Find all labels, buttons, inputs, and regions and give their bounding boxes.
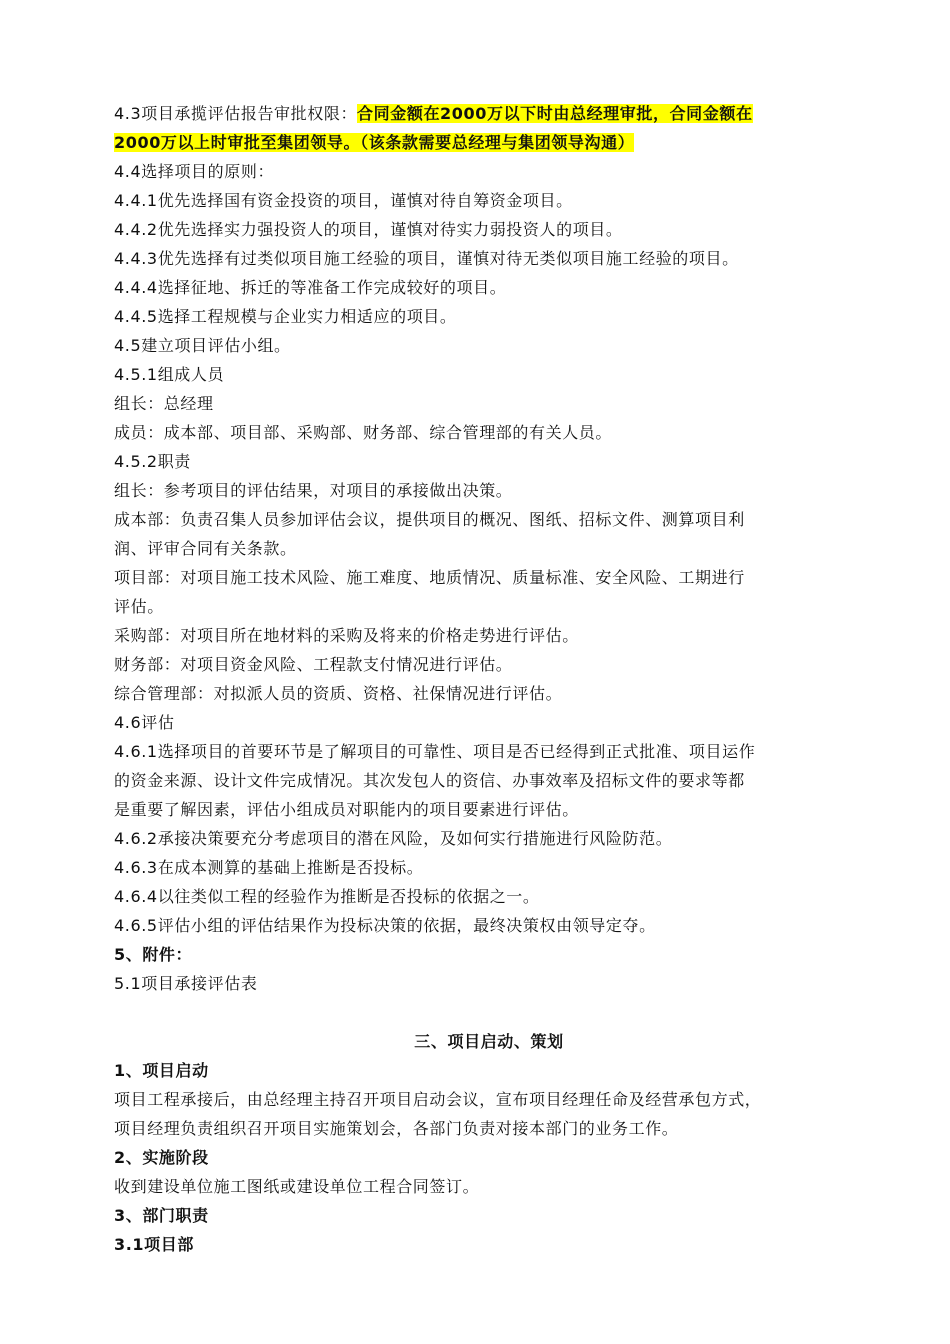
duty-finance: 财务部：对项目资金风险、工程款支付情况进行评估。: [114, 655, 513, 674]
highlighted-text: 2000万以上时审批至集团领导。（该条款需要总经理与集团领导沟通）: [114, 133, 635, 152]
heading-project-start: 1、项目启动: [114, 1061, 209, 1080]
clause-4-6-1-line-2: 的资金来源、设计文件完成情况。其次发包人的资信、办事效率及招标文件的要求等都: [114, 771, 745, 790]
project-start-line-1: 项目工程承接后，由总经理主持召开项目启动会议，宣布项目经理任命及经营承包方式，: [114, 1090, 762, 1109]
clause-4-5-2: 4.5.2职责: [114, 452, 191, 471]
clause-4-6-4: 4.6.4以往类似工程的经验作为推断是否投标的依据之一。: [114, 887, 540, 906]
clause-4-6-5: 4.6.5评估小组的评估结果作为投标决策的依据，最终决策权由领导定夺。: [114, 916, 656, 935]
clause-4-5: 4.5建立项目评估小组。: [114, 336, 291, 355]
chapter-title: 三、项目启动、策划: [414, 1032, 564, 1051]
document-body: [114, 99, 864, 1259]
duty-leader: 组长：参考项目的评估结果，对项目的承接做出决策。: [114, 481, 513, 500]
highlighted-text: 合同金额在2000万以下时由总经理审批，合同金额在: [357, 104, 753, 123]
duty-cost-line-1: 成本部：负责召集人员参加评估会议，提供项目的概况、图纸、招标文件、测算项目利: [114, 510, 745, 529]
heading-department-duties: 3、部门职责: [114, 1206, 209, 1225]
duty-cost-line-2: 润、评审合同有关条款。: [114, 539, 297, 558]
clause-4-4-2: 4.4.2优先选择实力强投资人的项目，谨慎对待实力弱投资人的项目。: [114, 220, 623, 239]
clause-4-4-3: 4.4.3优先选择有过类似项目施工经验的项目，谨慎对待无类似项目施工经验的项目。: [114, 249, 739, 268]
clause-4-6: 4.6评估: [114, 713, 175, 732]
clause-4-4: 4.4选择项目的原则：: [114, 162, 275, 181]
project-start-line-2: 项目经理负责组织召开项目实施策划会，各部门负责对接本部门的业务工作。: [114, 1119, 679, 1138]
clause-4-4-1: 4.4.1优先选择国有资金投资的项目，谨慎对待自筹资金项目。: [114, 191, 573, 210]
clause-4-6-1-line-3: 是重要了解因素，评估小组成员对职能内的项目要素进行评估。: [114, 800, 579, 819]
blank-line: [114, 998, 864, 1027]
section-5-heading: 5、附件：: [114, 945, 193, 964]
clause-4-4-4: 4.4.4选择征地、拆迁的等准备工作完成较好的项目。: [114, 278, 507, 297]
duty-purchase: 采购部：对项目所在地材料的采购及将来的价格走势进行评估。: [114, 626, 579, 645]
heading-implementation: 2、实施阶段: [114, 1148, 209, 1167]
clause-4-4-5: 4.4.5选择工程规模与企业实力相适应的项目。: [114, 307, 457, 326]
clause-4-3-line-2: [114, 128, 864, 157]
clause-4-5-1: 4.5.1组成人员: [114, 365, 225, 384]
clause-4-6-3: 4.6.3在成本测算的基础上推断是否投标。: [114, 858, 424, 877]
clause-4-3-label: 4.3项目承揽评估报告审批权限：: [114, 104, 358, 123]
clause-4-6-2: 4.6.2承接决策要充分考虑项目的潜在风险，及如何实行措施进行风险防范。: [114, 829, 673, 848]
team-members: 成员：成本部、项目部、采购部、财务部、综合管理部的有关人员。: [114, 423, 613, 442]
clause-4-3-line-1: [114, 99, 864, 128]
implementation-text: 收到建设单位施工图纸或建设单位工程合同签订。: [114, 1177, 480, 1196]
clause-5-1: 5.1项目承接评估表: [114, 974, 258, 993]
clause-4-6-1-line-1: 4.6.1选择项目的首要环节是了解项目的可靠性、项目是否已经得到正式批准、项目运作: [114, 742, 756, 761]
duty-project-line-2: 评估。: [114, 597, 164, 616]
duty-admin: 综合管理部：对拟派人员的资质、资格、社保情况进行评估。: [114, 684, 563, 703]
heading-project-dept: 3.1项目部: [114, 1235, 194, 1254]
team-leader: 组长：总经理: [114, 394, 214, 413]
duty-project-line-1: 项目部：对项目施工技术风险、施工难度、地质情况、质量标准、安全风险、工期进行: [114, 568, 745, 587]
